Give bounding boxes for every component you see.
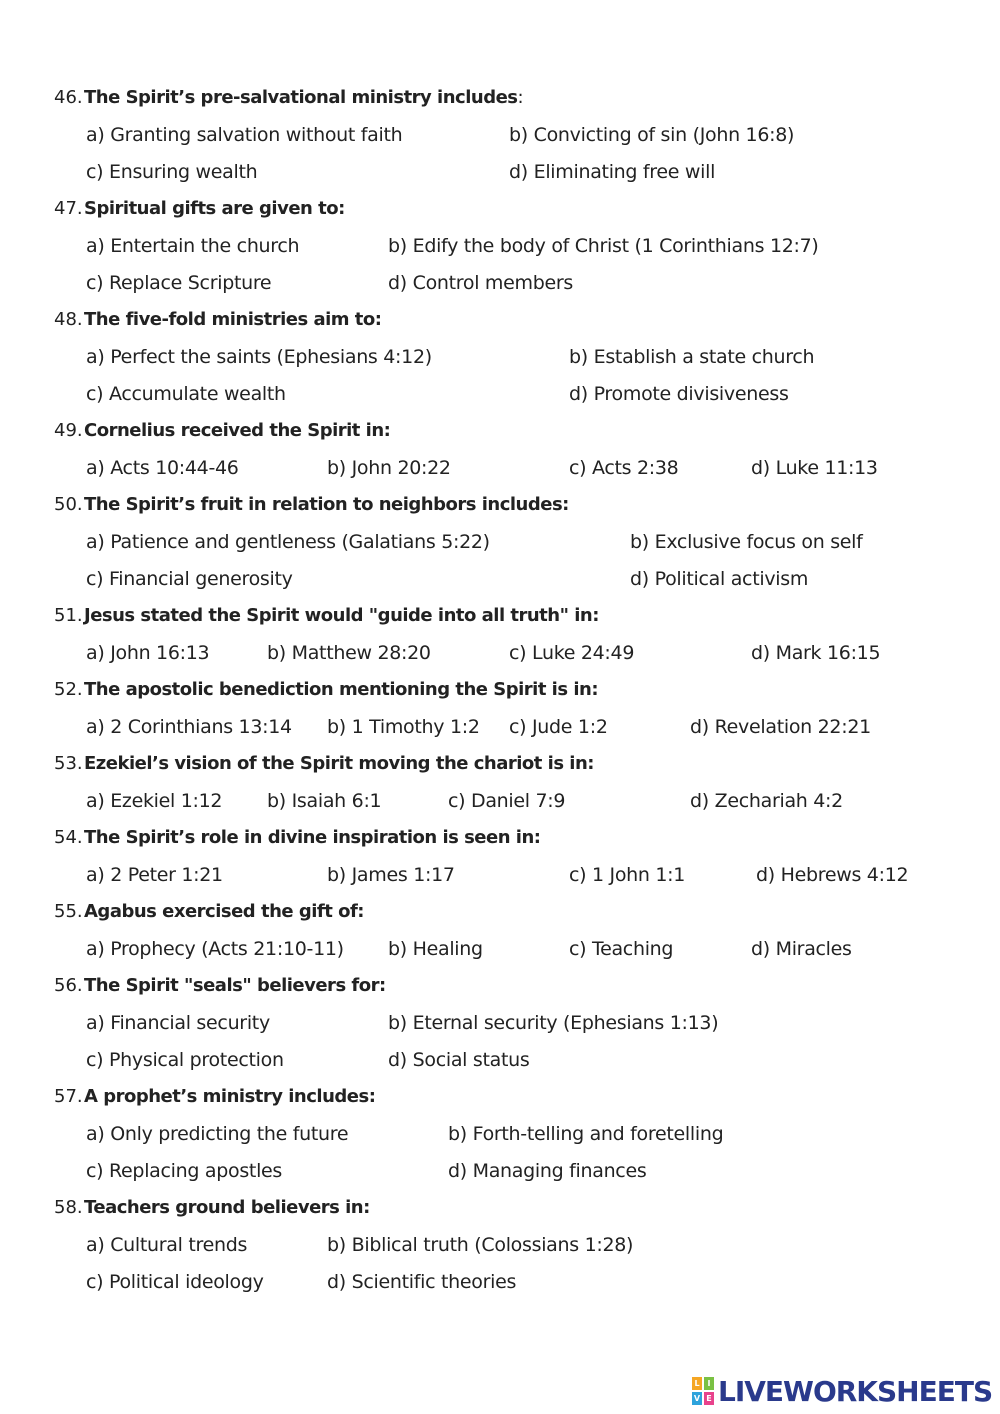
logo-icon-tile: L — [692, 1377, 702, 1390]
question-text: The Spirit "seals" believers for: — [84, 975, 386, 996]
question-text: Agabus exercised the gift of: — [84, 901, 365, 922]
option-d[interactable]: d) Control members — [388, 272, 573, 294]
option-d[interactable]: d) Promote divisiveness — [569, 383, 789, 405]
option-b[interactable]: b) Convicting of sin (John 16:8) — [509, 124, 795, 146]
option-c[interactable]: c) Luke 24:49 — [509, 642, 635, 664]
option-c[interactable]: c) Replacing apostles — [86, 1160, 283, 1182]
option-a[interactable]: a) Entertain the church — [86, 235, 300, 257]
option-d[interactable]: d) Miracles — [751, 938, 852, 960]
option-b[interactable]: b) Edify the body of Christ (1 Corinthians 12:7) — [388, 235, 819, 257]
question-line — [54, 974, 386, 998]
question-number: 48. — [54, 309, 83, 330]
option-b[interactable]: b) James 1:17 — [327, 864, 455, 886]
question-number: 49. — [54, 420, 83, 441]
question-line — [54, 308, 381, 332]
question-number: 52. — [54, 679, 83, 700]
option-d[interactable]: d) Managing finances — [448, 1160, 647, 1182]
question-text: The Spirit’s fruit in relation to neighbors includes: — [84, 494, 569, 515]
option-c[interactable]: c) Daniel 7:9 — [448, 790, 566, 812]
question-number: 47. — [54, 198, 83, 219]
option-c[interactable]: c) Political ideology — [86, 1271, 264, 1293]
option-c[interactable]: c) Physical protection — [86, 1049, 284, 1071]
option-b[interactable]: b) Healing — [388, 938, 483, 960]
question-text: Cornelius received the Spirit in: — [84, 420, 391, 441]
option-a[interactable]: a) John 16:13 — [86, 642, 210, 664]
logo-icon-tile: E — [704, 1392, 714, 1405]
option-d[interactable]: d) Mark 16:15 — [751, 642, 881, 664]
option-a[interactable]: a) Patience and gentleness (Galatians 5:22) — [86, 531, 490, 553]
question-text: A prophet’s ministry includes: — [84, 1086, 376, 1107]
option-d[interactable]: d) Revelation 22:21 — [690, 716, 871, 738]
option-a[interactable]: a) Financial security — [86, 1012, 270, 1034]
question-number: 58. — [54, 1197, 83, 1218]
question-text: Jesus stated the Spirit would "guide into all truth" in: — [84, 605, 599, 626]
option-c[interactable]: c) Acts 2:38 — [569, 457, 679, 479]
option-b[interactable]: b) Exclusive focus on self — [630, 531, 863, 553]
question-text: The Spirit’s role in divine inspiration is seen in: — [84, 827, 541, 848]
option-c[interactable]: c) Teaching — [569, 938, 674, 960]
logo-icon-tile: I — [704, 1377, 714, 1390]
question-line — [54, 197, 345, 221]
option-c[interactable]: c) Replace Scripture — [86, 272, 272, 294]
question-number: 57. — [54, 1086, 83, 1107]
question-text: Teachers ground believers in: — [84, 1197, 370, 1218]
logo-icon-tile: V — [693, 1394, 701, 1403]
option-d[interactable]: d) Scientific theories — [327, 1271, 517, 1293]
option-a[interactable]: a) Perfect the saints (Ephesians 4:12) — [86, 346, 432, 368]
option-a[interactable]: a) 2 Peter 1:21 — [86, 864, 223, 886]
question-line — [54, 86, 524, 110]
question-line — [54, 1196, 370, 1220]
question-line — [54, 1085, 375, 1109]
question-number: 54. — [54, 827, 83, 848]
question-line — [54, 678, 598, 702]
option-b[interactable]: b) Matthew 28:20 — [267, 642, 431, 664]
question-number: 53. — [54, 753, 83, 774]
question-line — [54, 493, 569, 517]
option-c[interactable]: c) 1 John 1:1 — [569, 864, 686, 886]
option-a[interactable]: a) 2 Corinthians 13:14 — [86, 716, 292, 738]
question-line — [54, 900, 364, 924]
question-text: The apostolic benediction mentioning the Spirit is in: — [84, 679, 599, 700]
question-number: 50. — [54, 494, 83, 515]
logo-text: LIVEWORKSHEETS — [718, 1374, 993, 1408]
option-d[interactable]: d) Social status — [388, 1049, 530, 1071]
option-b[interactable]: b) John 20:22 — [327, 457, 451, 479]
option-c[interactable]: c) Accumulate wealth — [86, 383, 286, 405]
question-number: 55. — [54, 901, 83, 922]
question-line — [54, 826, 540, 850]
option-d[interactable]: d) Political activism — [630, 568, 809, 590]
question-line — [54, 604, 599, 628]
liveworksheets-logo — [692, 1374, 992, 1408]
question-text: Spiritual gifts are given to: — [84, 198, 345, 219]
option-b[interactable]: b) Eternal security (Ephesians 1:13) — [388, 1012, 719, 1034]
option-d[interactable]: d) Hebrews 4:12 — [756, 864, 909, 886]
option-b[interactable]: b) Biblical truth (Colossians 1:28) — [327, 1234, 634, 1256]
question-number: 51. — [54, 605, 83, 626]
liveworksheets-icon — [692, 1377, 714, 1405]
option-b[interactable]: b) Establish a state church — [569, 346, 815, 368]
option-a[interactable]: a) Granting salvation without faith — [86, 124, 403, 146]
question-text: Ezekiel’s vision of the Spirit moving the chariot is in: — [84, 753, 594, 774]
option-c[interactable]: c) Ensuring wealth — [86, 161, 258, 183]
question-number: 46. — [54, 87, 83, 108]
option-b[interactable]: b) 1 Timothy 1:2 — [327, 716, 480, 738]
question-number: 56. — [54, 975, 83, 996]
option-d[interactable]: d) Luke 11:13 — [751, 457, 878, 479]
question-text: The Spirit’s pre-salvational ministry includes — [84, 87, 518, 108]
option-a[interactable]: a) Only predicting the future — [86, 1123, 349, 1145]
option-d[interactable]: d) Zechariah 4:2 — [690, 790, 843, 812]
option-a[interactable]: a) Acts 10:44-46 — [86, 457, 239, 479]
option-d[interactable]: d) Eliminating free will — [509, 161, 716, 183]
option-b[interactable]: b) Forth-telling and foretelling — [448, 1123, 724, 1145]
option-c[interactable]: c) Jude 1:2 — [509, 716, 608, 738]
option-a[interactable]: a) Cultural trends — [86, 1234, 248, 1256]
option-c[interactable]: c) Financial generosity — [86, 568, 293, 590]
option-a[interactable]: a) Prophecy (Acts 21:10-11) — [86, 938, 344, 960]
question-suffix: : — [517, 87, 524, 108]
question-line — [54, 752, 594, 776]
option-a[interactable]: a) Ezekiel 1:12 — [86, 790, 223, 812]
option-b[interactable]: b) Isaiah 6:1 — [267, 790, 382, 812]
question-line — [54, 419, 390, 443]
question-text: The five-fold ministries aim to: — [84, 309, 382, 330]
